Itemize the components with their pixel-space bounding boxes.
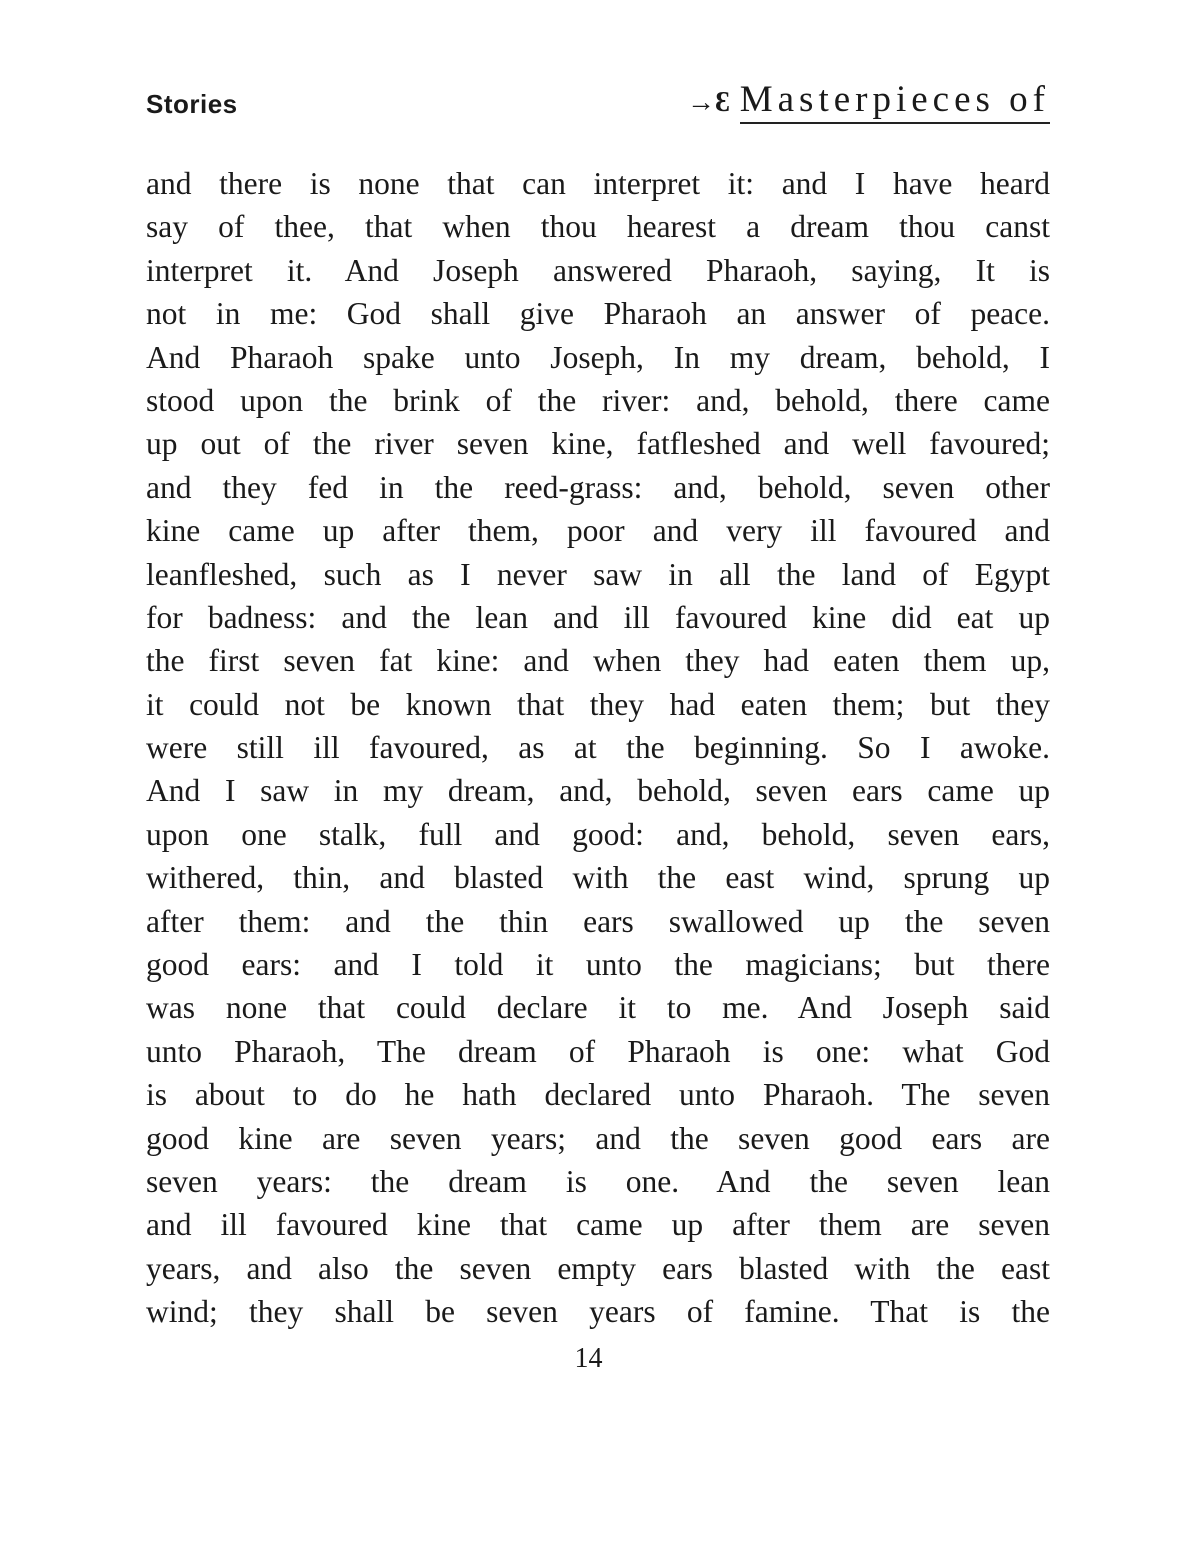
text-line: wind; they shall be seven years of famine. That is the: [146, 1294, 1050, 1330]
text-line: and they fed in the reed-grass: and, behold, seven other: [146, 469, 1050, 505]
text-line: and there is none that can interpret it: and I have heard: [146, 166, 1050, 201]
running-header: [146, 80, 1050, 130]
header-title-group: [687, 80, 1050, 124]
text-line: unto Pharaoh, The dream of Pharaoh is one: what God: [146, 1033, 1050, 1069]
header-section-label: Stories: [146, 89, 238, 119]
text-line: And Pharaoh spake unto Joseph, In my dream, behold, I: [146, 339, 1050, 375]
text-line: were still ill favoured, as at the beginning. So I awoke.: [146, 730, 1050, 766]
text-line: was none that could declare it to me. And Joseph said: [146, 990, 1050, 1026]
text-line: and ill favoured kine that came up after them are seven: [146, 1207, 1050, 1243]
text-line: interpret it. And Joseph answered Pharaoh, saying, It is: [146, 252, 1050, 288]
text-line: for badness: and the lean and ill favoured kine did eat up: [146, 599, 1050, 635]
text-line: years, and also the seven empty ears blasted with the east: [146, 1250, 1050, 1286]
text-line: kine came up after them, poor and very ill favoured and: [146, 513, 1050, 549]
page-number: 14: [574, 1343, 603, 1374]
text-line: after them: and the thin ears swallowed up the seven: [146, 903, 1050, 939]
text-line: seven years: the dream is one. And the seven lean: [146, 1163, 1050, 1199]
text-line: upon one stalk, full and good: and, behold, seven ears,: [146, 816, 1050, 852]
header-book-title: Masterpieces of: [740, 80, 1050, 124]
text-line: leanfleshed, such as I never saw in all the land of Egypt: [146, 556, 1050, 592]
text-line: up out of the river seven kine, fatfleshed and well favoured;: [146, 426, 1050, 462]
text-line: And I saw in my dream, and, behold, seven ears came up: [146, 773, 1050, 809]
text-line: say of thee, that when thou hearest a dream thou canst: [146, 209, 1050, 245]
text-line: not in me: God shall give Pharaoh an answer of peace.: [146, 296, 1050, 332]
text-line: good ears: and I told it unto the magicians; but there: [146, 947, 1050, 983]
text-line: good kine are seven years; and the seven good ears are: [146, 1120, 1050, 1156]
text-line: is about to do he hath declared unto Pharaoh. The seven: [146, 1077, 1050, 1113]
text-line: the first seven fat kine: and when they had eaten them up,: [146, 643, 1050, 679]
text-line: withered, thin, and blasted with the east wind, sprung up: [146, 860, 1050, 896]
text-line: stood upon the brink of the river: and, behold, there came: [146, 382, 1050, 418]
text-line: it could not be known that they had eaten them; but they: [146, 686, 1050, 722]
ornament-arrow-icon: →Ɛ: [686, 87, 730, 118]
body-text: [146, 162, 1050, 1334]
